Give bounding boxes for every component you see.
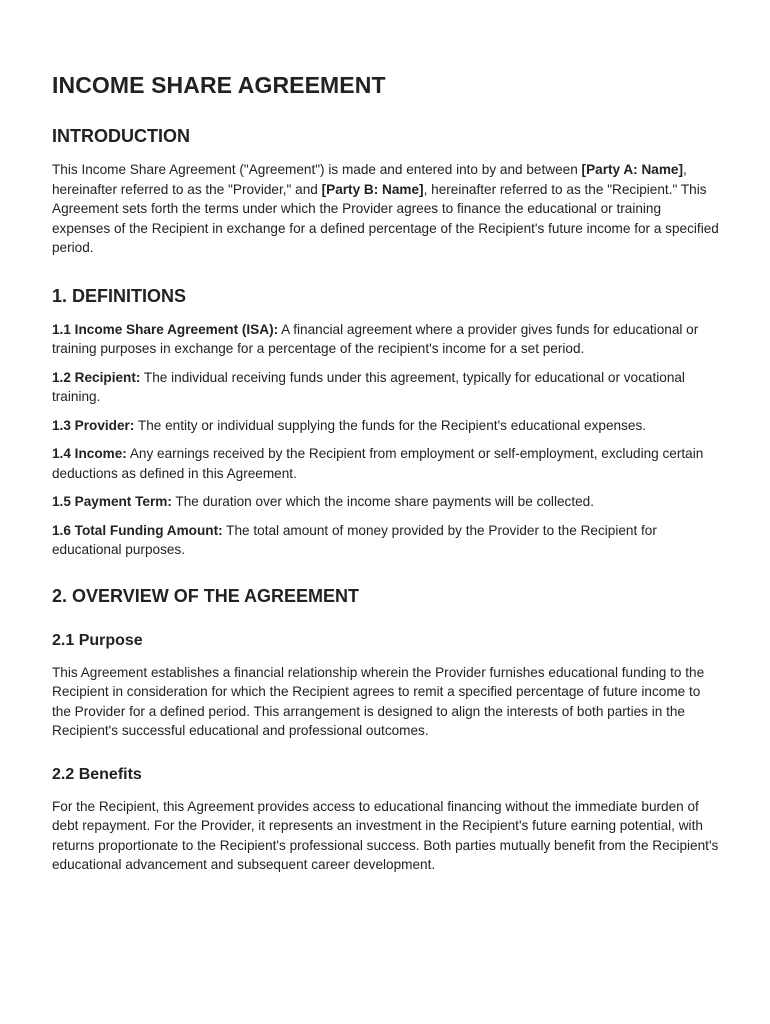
definition-item [52, 444, 720, 483]
definition-item [52, 492, 720, 512]
party-b-placeholder: [Party B: Name] [321, 181, 424, 197]
definition-term: 1.3 Provider: [52, 417, 135, 433]
definition-item [52, 368, 720, 407]
overview-heading: 2. OVERVIEW OF THE AGREEMENT [52, 585, 360, 606]
introduction-heading: INTRODUCTION [52, 126, 190, 146]
definition-text: The duration over which the income share payments will be collected. [171, 494, 595, 509]
intro-text-2: , hereinafter referred to as the "Provider," and [52, 162, 687, 197]
intro-text-3: , hereinafter referred to as the "Recipient." This Agreement sets forth the terms under which the Provider agrees to finance the educational or training expenses of the Recipient in exchange for a defined percentage of the Recipient's future income for a specified period. [52, 181, 719, 255]
definition-text: The entity or individual supplying the funds for the Recipient's educational expenses. [134, 417, 647, 433]
purpose-paragraph: This Agreement establishes a financial relationship wherein the Provider furnishes educational funding to the Recipient in consideration for which the Recipient agrees to remit a specified percentage of future income to the Provider for a defined period. This arrangement is designed to align the interests of both parties in the Recipient's successful educational and professional outcomes. [52, 664, 705, 738]
intro-text-1: This Income Share Agreement ("Agreement") is made and entered into by and between [52, 162, 582, 177]
definition-item [52, 416, 720, 436]
definition-text: The individual receiving funds under this agreement, typically for educational or vocational training. [52, 369, 685, 404]
definition-item [52, 320, 720, 359]
definition-text: Any earnings received by the Recipient from employment or self-employment, excluding certain deductions as defined in this Agreement. [52, 446, 704, 481]
benefits-heading: 2.2 Benefits [52, 765, 142, 783]
party-a-placeholder: [Party A: Name] [581, 162, 684, 177]
definitions-heading: 1. DEFINITIONS [52, 285, 187, 306]
definition-text: The total amount of money provided by the Provider to the Recipient for educational purposes. [52, 522, 657, 557]
definition-term: 1.5 Payment Term: [52, 494, 172, 509]
definition-term: 1.4 Income: [52, 446, 127, 461]
definition-item [52, 521, 720, 560]
definition-term: 1.1 Income Share Agreement (ISA): [52, 321, 279, 337]
definition-term: 1.6 Total Funding Amount: [52, 522, 223, 538]
introduction-paragraph [52, 160, 720, 258]
definition-text: A financial agreement where a provider gives funds for educational or training purposes in exchange for a percentage of the recipient's income for a set period. [52, 321, 699, 356]
definition-term: 1.2 Recipient: [52, 369, 141, 385]
purpose-heading: 2.1 Purpose [52, 631, 143, 649]
document-title: INCOME SHARE AGREEMENT [52, 72, 386, 98]
benefits-paragraph: For the Recipient, this Agreement provides access to educational financing without the immediate burden of debt repayment. For the Provider, it represents an investment in the Recipient's future earning potential, with returns proportionate to the Recipient's professional success. Both parties mutually benefit from the Recipient's educational advancement and subsequent career development. [52, 798, 719, 872]
